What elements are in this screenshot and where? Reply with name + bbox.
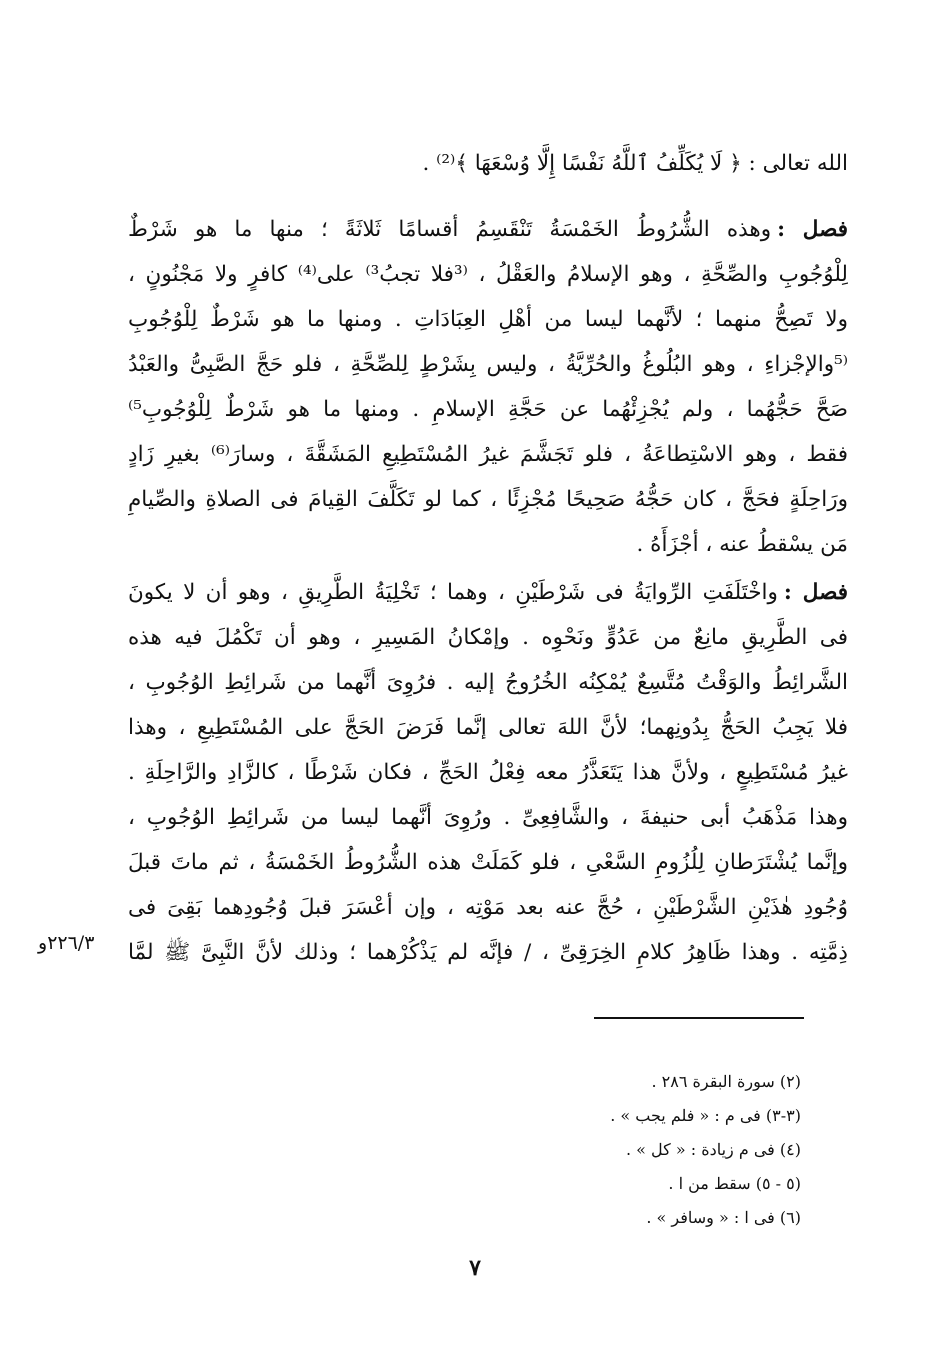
- page-number: ٧: [469, 1255, 481, 1281]
- footnote-2: (٢) سورة البقرة ٢٨٦ .: [651, 1072, 801, 1091]
- footnote-3: (٣-٣) فى م : « فلم يجب » .: [610, 1106, 801, 1125]
- section-two-line-1-text: واخْتَلَفَتِ الرِّوايَةُ فى شَرْطَيْنِ ، وهما ؛ تَخْلِيَةُ الطَّرِيقِ ، وهو أن لا يكونَ: [128, 580, 778, 605]
- section-two-line-6: وهذا مَذْهَبُ أبى حنيفةَ ، والشَّافِعِىِّ . ورُوِىَ أنَّهما ليسا من شَرائِطِ الوُجُوبِ ،: [128, 805, 848, 830]
- section-two-line-1: [128, 570, 848, 615]
- footnotes: [610, 1065, 801, 1235]
- section-two-line-3: الشَّرائِطُ والوَقْتُ مُتَّسِعٌ يُمْكِنُه الخُرُوجُ إليه . فرُوِىَ أنَّهما من شَرائِطِ الوُجُوبِ ،: [128, 670, 848, 695]
- opening-block: [128, 141, 848, 186]
- section-one-heading: فصل :: [777, 217, 848, 242]
- footnote-separator: [594, 1017, 804, 1019]
- section-two-heading: فصل :: [783, 580, 848, 605]
- section-one-line-7: ورَاحِلَةٍ فحَجَّ ، كان حَجُّهُ صَحِيحًا مُجْزِئًا ، كما لو تَكَلَّفَ القِيامَ فى الصلاةِ والصِّيامِ: [128, 487, 848, 512]
- section-one-line-8: مَن يسْقطُ عنه ، أجْزَأَهُ .: [636, 532, 848, 557]
- section-one-line-5: صَحَّ حَجُّهُما ، ولم يُجْزِئْهُما عن حَجَّةِ الإسلامِ . ومنها ما هو شَرْطٌ لِلْوُجُوبِ⁵⁾: [128, 397, 848, 422]
- section-two-line-9: ذِمَّتِه . وهذا ظَاهِرُ كلامِ الخِرَقِىِّ ، / فإنَّه لم يَذْكُرْهما ؛ وذلك لأنَّ النَّبِىَّ ﷺ لمَّا: [128, 940, 848, 965]
- section-two-line-4: فلا يَجِبُ الحَجُّ بِدُونِهما؛ لأنَّ اللهَ تعالى إنَّما فَرَضَ الحَجَّ على المُسْتَطِيعِ ، وهذا: [128, 715, 848, 740]
- section-one-line-3: ولا تَصِحُّ منهما ؛ لأنَّهما ليسا من أهْلِ العِبَادَاتِ . ومنها ما هو شَرْطٌ لِلْوُجُوبِ: [128, 307, 848, 332]
- footnote-6: (٦) فى ا : « وسافر » .: [646, 1208, 801, 1227]
- section-one-line-2: لِلْوُجُوبِ والصِّحَّةِ ، وهو الإسلامُ والعَقْلُ ، ⁽³فلا تجبُ³⁾ على⁽⁴⁾ كافرٍ ولا مَجْنُونٍ ،: [128, 262, 848, 287]
- footnote-4: (٤) فى م زيادة : « كل » .: [625, 1140, 801, 1159]
- section-one: [128, 207, 848, 567]
- section-two-line-7: وإنَّما يُشْتَرَطانِ لِلُزُومِ السَّعْىِ ، فلو كَمَلَتْ هذه الشُّرُوطُ الخَمْسَةُ ، ثم ماتَ قبلَ: [128, 850, 848, 875]
- section-two-line-5: غيرُ مُسْتَطِيعٍ ، ولأنَّ هذا يَتَعَذَّرُ معه فِعْلُ الحَجِّ ، فكان شَرْطًا ، كالزَّادِ والرَّاحِلَةِ .: [128, 760, 848, 785]
- section-two-line-2: فى الطَّرِيقِ مانِعٌ من عَدُوٍّ ونَحْوِه . وإمْكانُ المَسِيرِ ، وهو أن تَكْمُلَ فيه هذه: [128, 625, 848, 650]
- section-one-line-1-text: وهذه الشُّرُوطُ الخَمْسَةُ تَنْقَسِمُ أقسامًا ثَلاثَةً ؛ منها ما هو شَرْطٌ: [128, 217, 772, 242]
- section-one-line-4: ⁽⁵والإجْزاءِ ، وهو البُلُوغُ والحُرِّيَّةُ ، وليس بِشَرْطٍ لِلصِّحَّةِ ، فلو حَجَّ الصَّبِىُّ والعَبْدُ: [128, 352, 848, 377]
- manuscript-folio-note: ٢٢٦/٣و: [38, 932, 95, 954]
- section-one-line-6: فقط ، وهو الاسْتِطاعَةُ ، فلو تَجَشَّمَ غيرُ المُسْتَطِيعِ المَشَقَّةَ ، وسارَ⁽⁶⁾ بغيرِ زَادٍ: [128, 442, 848, 467]
- section-two: [128, 570, 848, 975]
- section-one-line-1: [128, 207, 848, 252]
- opening-line: الله تعالى : ﴿ لَا يُكَلِّفُ ٱللَّهُ نَفْسًا إِلَّا وُسْعَهَا ﴾⁽²⁾ .: [422, 151, 848, 176]
- footnote-5: (٥ - ٥) سقط من ا .: [668, 1174, 801, 1193]
- section-two-line-8: وُجُودِ هٰذَيْنِ الشَّرْطَيْنِ ، حُجَّ عنه بعد مَوْتِه ، وإن أعْسَرَ قبلَ وُجُودِهما بَقِىَ فى: [128, 895, 848, 920]
